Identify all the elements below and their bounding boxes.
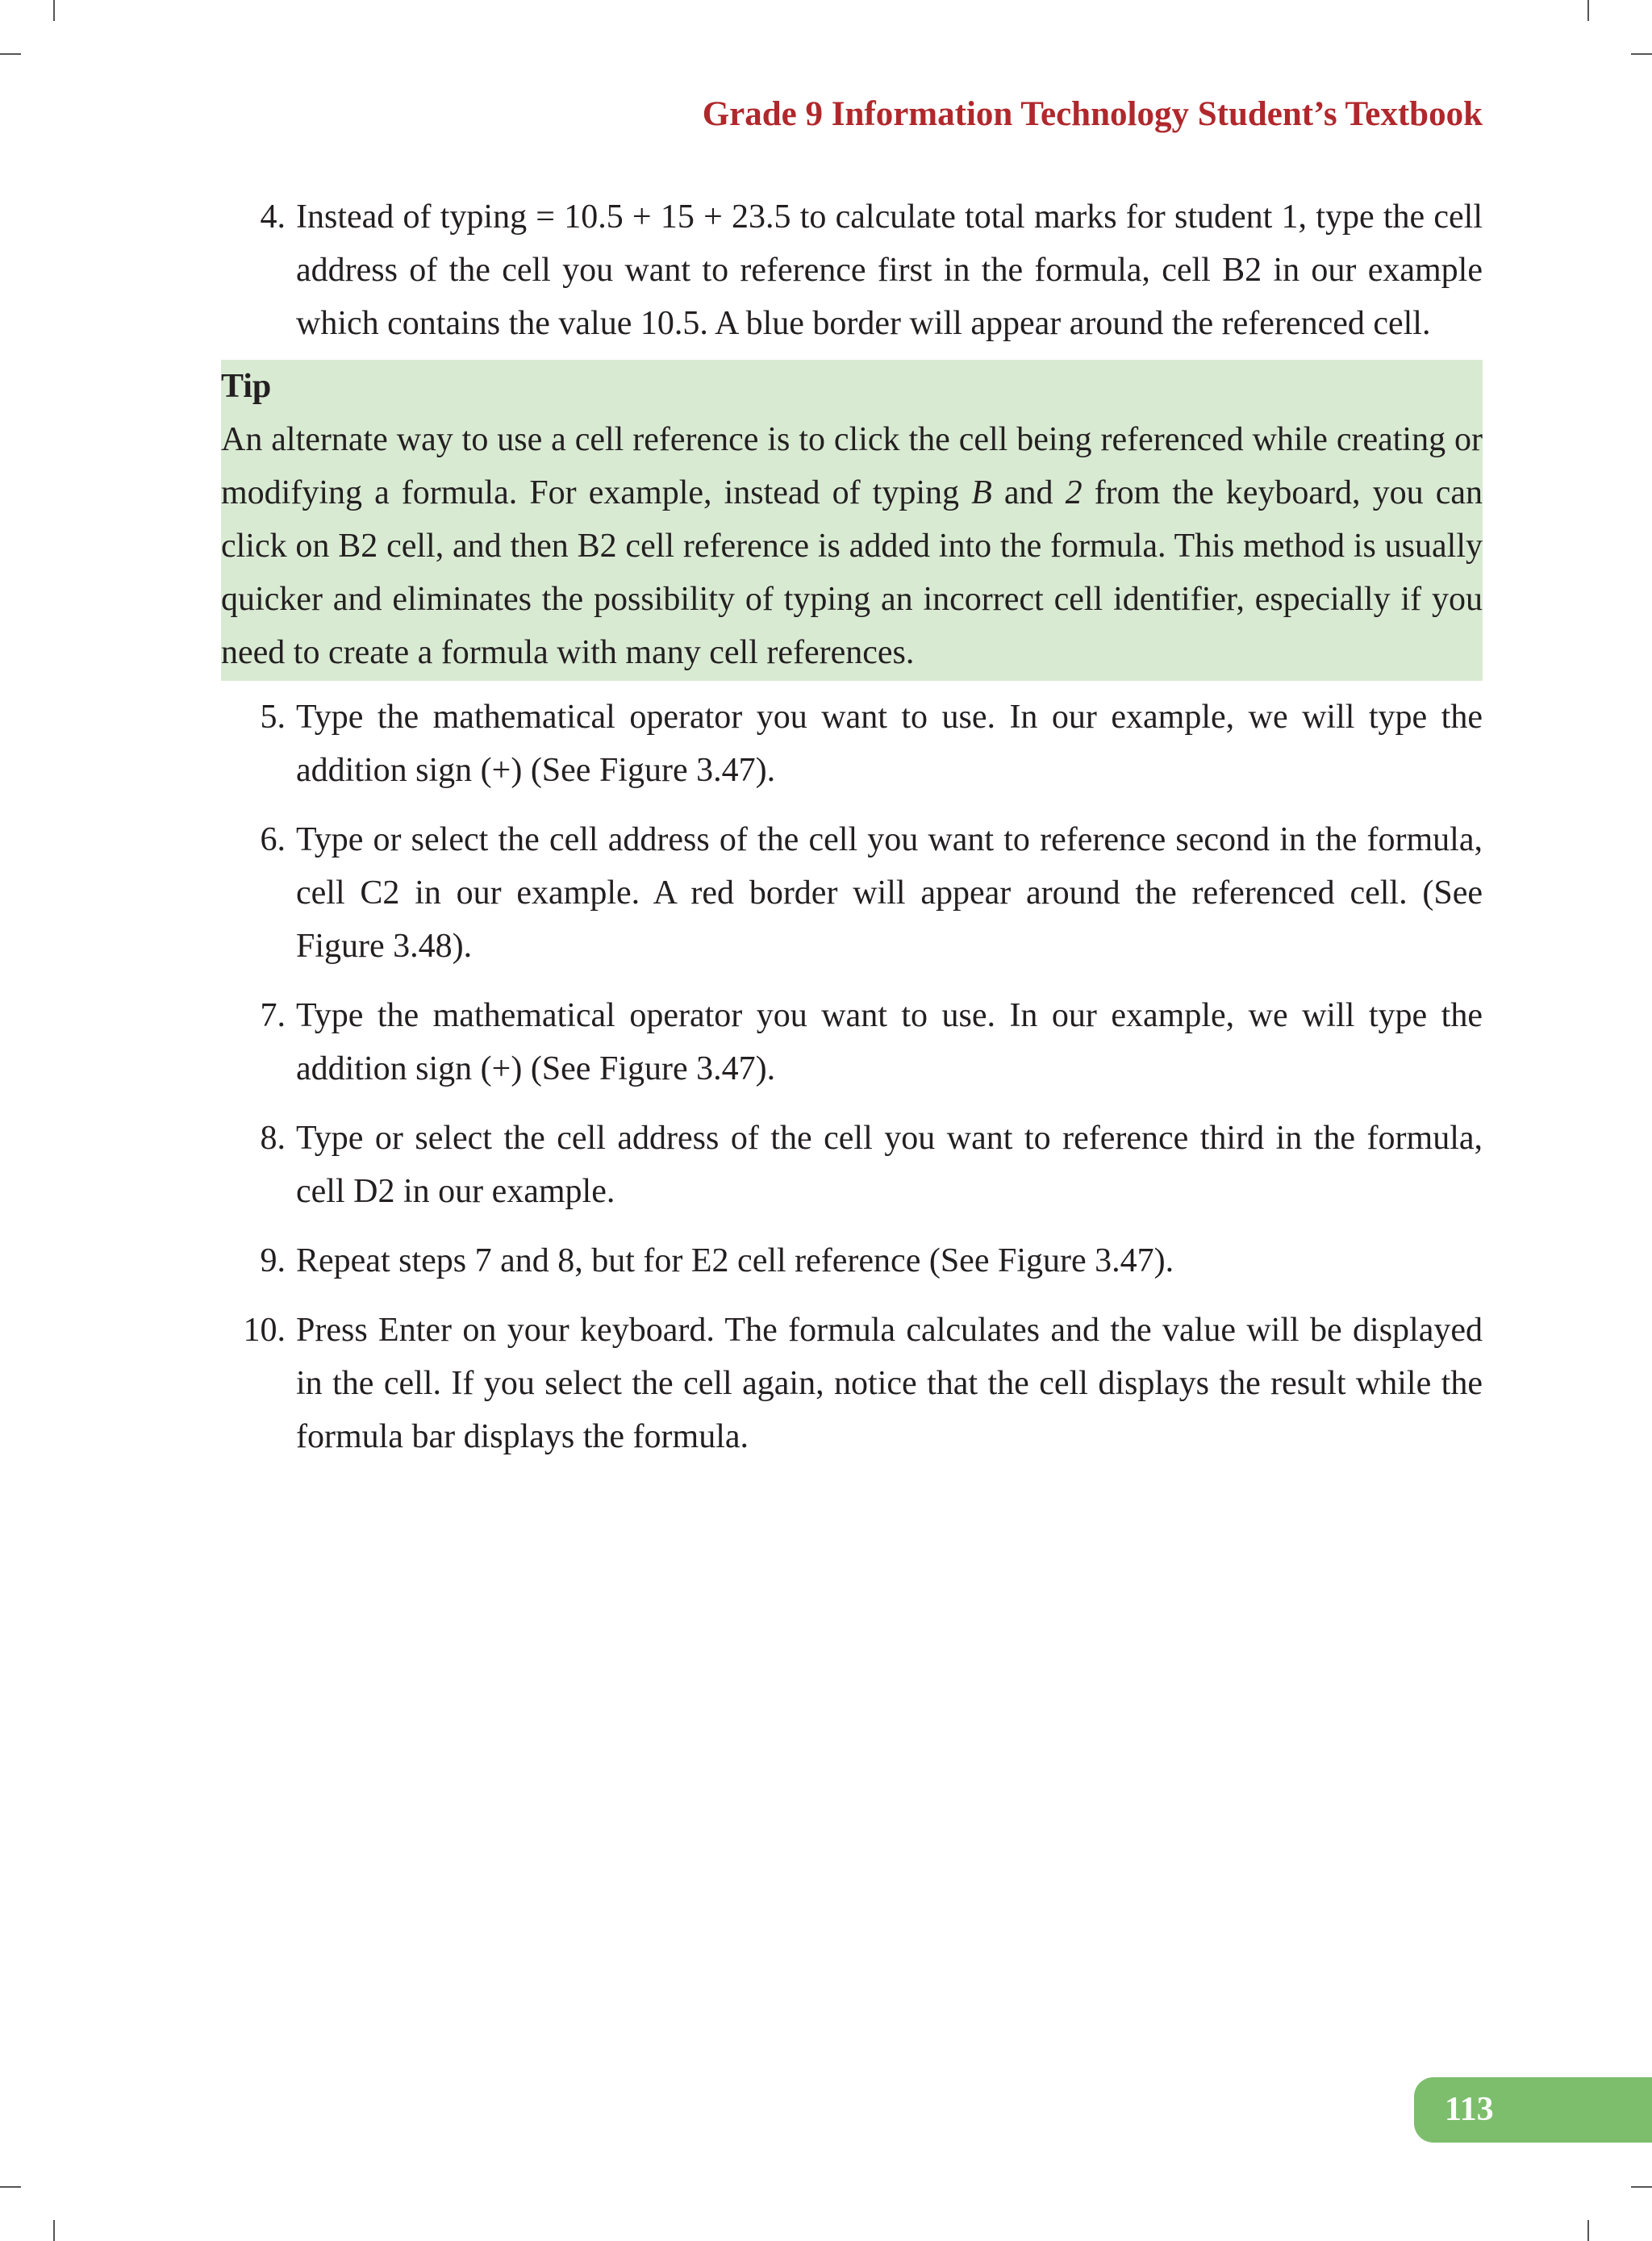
tip-italic-2: 2 [1065,474,1083,511]
step-number: 7. [260,997,286,1034]
crop-mark-top-left-h [0,53,21,55]
step-item-10 [221,1304,1483,1463]
step-text: Type the mathematical operator you want to use. In our example, we will type the addition sign (+) (See Figure 3.47). [296,997,1483,1087]
page-number-tab [1414,2077,1652,2143]
step-text: Type the mathematical operator you want to use. In our example, we will type the addition sign (+) (See Figure 3.47). [296,699,1483,789]
tip-text-part3: from the keyboard, you can click on B2 cell, and then B2 cell reference is added into the formula. This method is usually quicker and eliminates the possibility of typing an incorrect cell identifier, especially if you need to create a formula with many cell references. [221,474,1483,671]
tip-text-part2: and [991,474,1066,511]
crop-mark-bottom-right-h [1631,2186,1652,2188]
step-number: 8. [260,1120,286,1157]
crop-mark-top-left-v [53,0,55,21]
step-text: Type or select the cell address of the cell you want to reference second in the formula, cell C2 in our example. A red border will appear around the referenced cell. (See Figure 3.48). [296,821,1483,965]
step-text: Repeat steps 7 and 8, but for E2 cell reference (See Figure 3.47). [296,1242,1174,1279]
crop-mark-bottom-left-h [0,2186,21,2188]
step-item-7 [221,989,1483,1095]
step-text: Instead of typing = 10.5 + 15 + 23.5 to calculate total marks for student 1, type the cell address of the cell you want to reference first in the formula, cell B2 in our example which contains the value 10.5. A blue border will appear around the referenced cell. [296,198,1483,342]
crop-mark-bottom-right-v [1587,2220,1589,2241]
step-text: Press Enter on your keyboard. The formula calculates and the value will be displayed in the cell. If you select the cell again, notice that the cell displays the result while the formula bar displays the formula. [296,1312,1483,1455]
page-number: 113 [1445,2091,1494,2128]
step-number: 5. [260,699,286,736]
tip-title: Tip [221,368,272,405]
page-content [221,190,1483,1479]
step-item-4 [221,190,1483,350]
step-item-8 [221,1112,1483,1218]
crop-mark-top-right-h [1631,53,1652,55]
crop-mark-top-right-v [1587,0,1589,21]
step-item-6 [221,813,1483,973]
step-number: 10. [243,1312,286,1349]
crop-mark-bottom-left-v [53,2220,55,2241]
step-number: 9. [260,1242,286,1279]
step-number: 4. [260,198,286,236]
tip-italic-b: B [971,474,992,511]
step-item-5 [221,691,1483,797]
tip-box [221,360,1483,681]
tip-body [221,413,1483,679]
step-item-9 [221,1234,1483,1287]
step-text: Type or select the cell address of the cell you want to reference third in the formula, cell D2 in our example. [296,1120,1483,1210]
page-header-title: Grade 9 Information Technology Student’s Textbook [702,95,1483,133]
tip-text-part1: An alternate way to use a cell reference is to click the cell being referenced while creating or modifying a formula. For example, instead of typing [221,421,1483,511]
step-number: 6. [260,821,286,858]
